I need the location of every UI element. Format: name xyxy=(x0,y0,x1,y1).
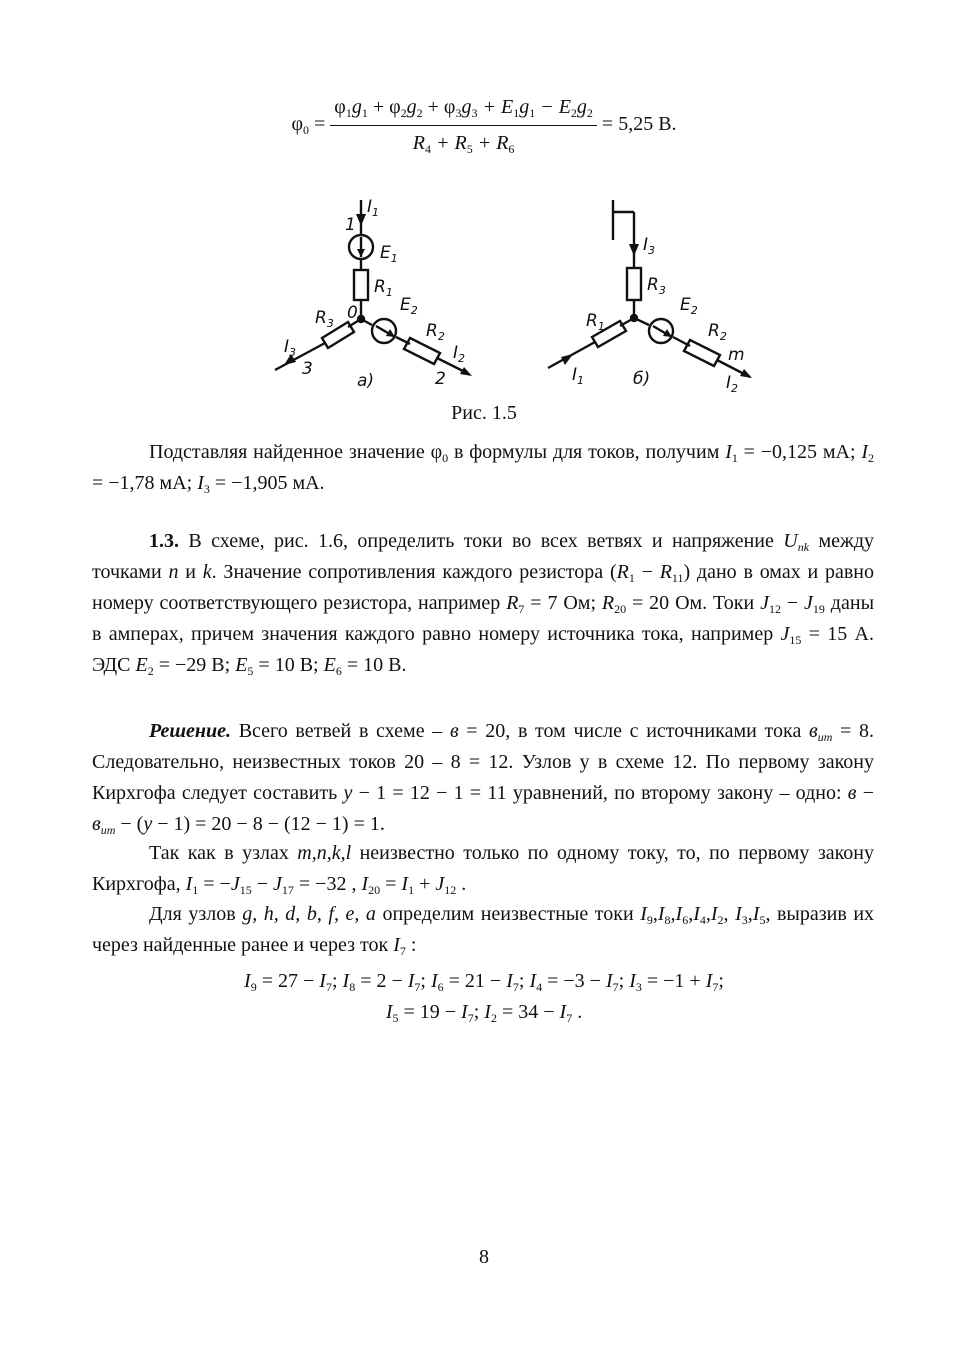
left-label-i3: $I_3$ xyxy=(284,337,297,359)
left-sublabel: а) xyxy=(357,371,375,391)
solution-heading: Решение. xyxy=(149,720,232,742)
left-label-r1: $R_1$ xyxy=(374,277,393,299)
right-sublabel: б) xyxy=(633,369,651,389)
left-label-i1: $I_1$ xyxy=(367,197,380,219)
right-arrow-i3 xyxy=(629,244,639,256)
right-label-m: m xyxy=(728,345,745,365)
problem-number: 1.3. xyxy=(149,530,179,552)
left-label-e2: $E_2$ xyxy=(400,295,418,317)
paragraph-solution: Решение. Всего ветвей в схеме – в = 20, в том числе с источниками тока $в_{ит} = 8$. Следовательно, неизвестных токов 20 – 8 = 12. Узлов у в схеме 12. По первому закону Кирхгофа следует составить y − 1 = 12 − 1 = 11 уравнений, по второму закону – одно: $в - в_{ит} - (y - 1) = 20 - 8 - (12 - 1) = 1$. xyxy=(92,720,875,837)
right-label-e2: $E_2$ xyxy=(680,295,698,317)
right-label-r1: $R_1$ xyxy=(586,311,605,333)
formula-denominator: $R_4 + R_5 + R_6$ xyxy=(412,132,515,156)
left-label-node3: 3 xyxy=(302,359,313,379)
left-label-node0: 0 xyxy=(347,303,358,323)
left-label-e1: $E_1$ xyxy=(380,243,398,265)
right-r3-resistor xyxy=(627,268,641,300)
page-number: 8 xyxy=(479,1246,489,1268)
left-r1-resistor xyxy=(354,270,368,300)
right-label-r2: $R_2$ xyxy=(708,321,727,343)
formula-numerator: $\varphi_1g_1 + \varphi_2g_2 + \varphi_3g_3 + E_1g_1 - E_2g_2$ xyxy=(330,92,597,126)
formula-phi0: $\varphi_0$ = $\frac{\varphi_1g_1 + \varphi_2g_2 + \varphi_3g_3 + E_1g_1 - E_2g_2}{R_4 + R_5 + R_6}$ = 5,25 В. xyxy=(0,92,968,159)
left-label-r3: $R_3$ xyxy=(315,308,334,330)
left-arrow-i2 xyxy=(460,367,472,376)
right-label-i3: $I_3$ xyxy=(643,235,656,257)
paragraph-currents-result: Подставляя найденное значение $\varphi_0$ в формулы для токов, получим $I_1 = -0,125$ мА; $I_2 = -1,78$ мА; $I_3 = -1,905$ мА. xyxy=(92,441,875,496)
equations-line-2: $I_5 = 19 - I_7$; $I_2 = 34 - I_7$ . xyxy=(385,1001,583,1025)
left-label-node1: 1 xyxy=(345,215,356,235)
paragraph-nodes-ghdbfea: Для узлов g, h, d, b, f, e, a определим неизвестные токи $I_9,I_8,I_6,I_4,I_2$, $I_3,I_5$, выразив их через найденные ранее и через ток $I_7$ : xyxy=(92,903,875,958)
left-r2-resistor xyxy=(404,338,440,364)
equations-line-1: $I_9 = 27 - I_7$; $I_8 = 2 - I_7$; $I_6 = 21 - I_7$; $I_4 = -3 - I_7$; $I_3 = -1 + I_7$; xyxy=(244,970,724,994)
right-label-i2: $I_2$ xyxy=(726,373,739,395)
right-arrow-i2 xyxy=(740,369,752,378)
paragraph-problem-1-3: 1.3. В схеме, рис. 1.6, определить токи во всех ветвях и напряжение $U_{nk}$ между точками n и k. Значение сопротивления каждого резистора $(R_1 - R_{11})$ дано в омах и равно номеру соответствующего резистора, например $R_7 = 7$ Ом; $R_{20} = 20$ Ом. Токи $J_{12} - J_{19}$ даны в амперах, причем значения каждого равно номеру источника тока, например $J_{15} = 15$ А. ЭДС $E_2 = -29$ В; $E_5 = 10$ В; $E_6 = 10$ В. xyxy=(92,530,875,678)
left-arrow-i1 xyxy=(356,214,366,226)
right-label-i1: $I_1$ xyxy=(572,365,585,387)
formula-lhs: $\varphi_0$ xyxy=(291,113,309,138)
right-label-r3: $R_3$ xyxy=(647,275,666,297)
left-label-r2: $R_2$ xyxy=(426,321,445,343)
right-arrow-i1 xyxy=(561,354,573,365)
left-label-node2: 2 xyxy=(435,369,446,389)
figure-1-5 xyxy=(250,190,770,400)
left-label-i2: $I_2$ xyxy=(453,343,466,365)
figure-caption: Рис. 1.5 xyxy=(451,402,517,424)
paragraph-nodes-mnkl: Так как в узлах m,n,k,l неизвестно только по одному току, то, по первому закону Кирхгофа, $I_1 = -J_{15} - J_{17} = -32$ , $I_{20} = I_1 + J_{12}$ . xyxy=(92,842,874,897)
formula-fraction xyxy=(330,92,597,159)
right-r2-resistor xyxy=(684,340,720,366)
formula-result: = 5,25 В. xyxy=(601,113,677,136)
